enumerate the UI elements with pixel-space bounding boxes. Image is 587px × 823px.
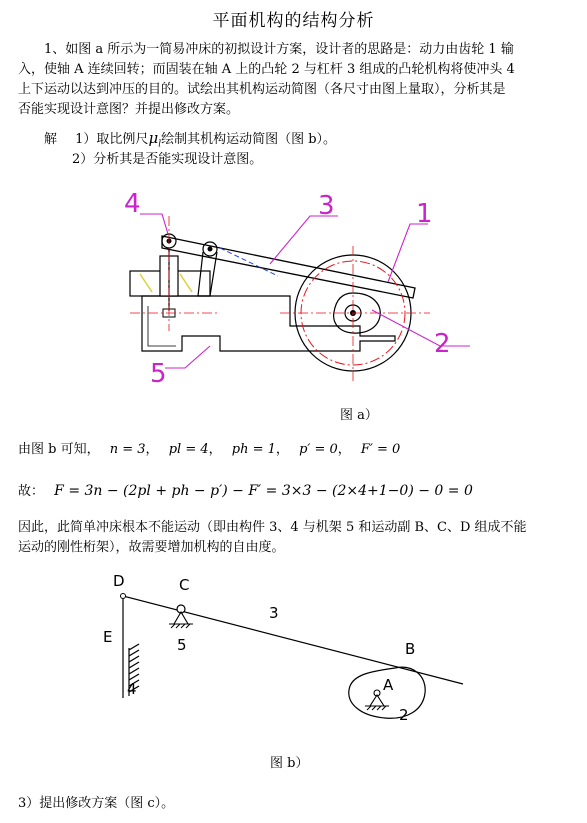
ground-c-hatch	[171, 624, 190, 628]
therefore-label: 故：	[18, 484, 45, 499]
ground-a-hatch	[367, 706, 386, 710]
problem-statement	[18, 40, 574, 120]
support-a	[370, 695, 384, 706]
lever-3	[162, 236, 415, 298]
value-fp: F′ = 0	[360, 442, 401, 457]
conclusion-line-1: 因此，此简单冲床根本不能运动（即由构件 3、4 与机架 5 和运动副 B、C、D 组成不能	[18, 520, 527, 535]
leader-3	[270, 216, 338, 264]
label-2: 2	[434, 329, 451, 359]
value-pl: pl = 4	[168, 442, 209, 457]
label-5-b: 5	[177, 636, 187, 654]
label-2-b: 2	[399, 706, 409, 724]
step-1-pre: 1）取比例尺	[75, 132, 149, 147]
figure-a	[110, 186, 470, 386]
value-pp: p′ = 0	[299, 442, 338, 457]
solution-step-2: 2）分析其是否能实现设计意图。	[72, 152, 263, 167]
dof-formula: F = 3n − (2pl + ph − p′) − F′ = 3×3 − (2×4+1−0) − 0 = 0	[54, 483, 473, 499]
label-4-b: 4	[127, 680, 137, 698]
conclusion-line-2: 运动的刚性桁架），故需要增加机构的自由度。	[18, 540, 285, 555]
joint-d	[121, 594, 126, 599]
frame-5-outline	[142, 296, 395, 351]
solution-label: 解	[44, 132, 58, 147]
figure-a-caption: 图 a）	[340, 408, 378, 423]
problem-line-2: 入，使轴 A 连续回转；而固装在轴 A 上的凸轮 2 与杠杆 3 组成的凸轮机构将使冲头 4	[18, 62, 515, 77]
label-d: D	[113, 572, 125, 590]
label-5: 5	[150, 359, 167, 386]
figure-b	[95, 568, 475, 733]
label-1: 1	[416, 199, 433, 229]
problem-line-3: 上下运动以达到冲压的目的。试绘出其机构运动简图（各尺寸由图上量取），分析其是	[18, 82, 506, 97]
label-c: C	[179, 576, 190, 594]
problem-line-4: 否能实现设计意图？并提出修改方案。	[18, 102, 240, 117]
leader-5	[165, 346, 210, 368]
label-e: E	[103, 628, 113, 646]
pivot-c-center	[208, 247, 213, 252]
step-3: 3）提出修改方案（图 c）。	[18, 796, 175, 811]
step-1-post: 绘制其机构运动简图（图 b）。	[161, 132, 337, 147]
label-4: 4	[124, 189, 141, 219]
label-3: 3	[318, 191, 335, 221]
leader-4	[140, 214, 168, 234]
dof-formula-line	[18, 481, 574, 502]
page-title: 平面机构的结构分析	[212, 11, 375, 31]
value-n: n = 3	[109, 442, 146, 457]
label-3-b: 3	[269, 604, 279, 622]
label-a: A	[383, 676, 394, 694]
lever-centerline	[220, 248, 278, 276]
conclusion	[18, 518, 574, 558]
dof-intro: 由图 b 可知，	[18, 442, 100, 457]
dof-values-line: 由图 b 可知， n = 3， pl = 4， ph = 1， p′ = 0， F′ = 0	[18, 442, 401, 457]
problem-line-1: 1、如图 a 所示为一简易冲床的初拟设计方案，设计者的思路是：动力由齿轮 1 输	[44, 42, 514, 57]
label-b: B	[405, 640, 416, 658]
support-c	[174, 612, 188, 624]
frame-5-inner	[148, 306, 176, 346]
mu-symbol: μ	[148, 129, 159, 147]
value-ph: ph = 1	[231, 442, 276, 457]
figure-b-caption: 图 b）	[270, 756, 309, 771]
mu-subscript: l	[158, 139, 162, 150]
leader-1	[388, 224, 428, 282]
